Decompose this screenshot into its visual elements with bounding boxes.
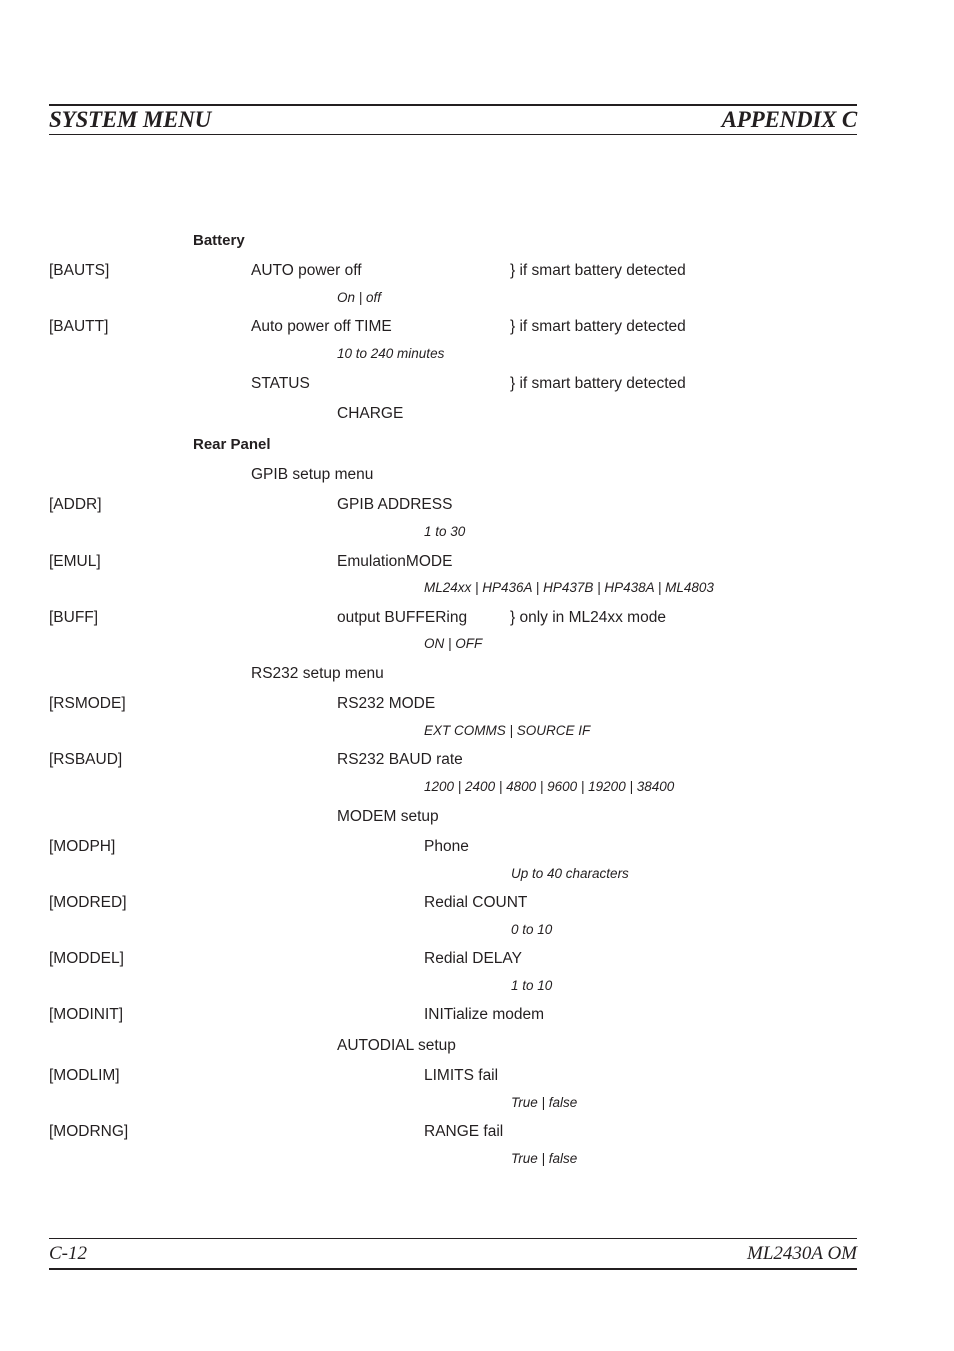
option-values: True | false bbox=[511, 1151, 578, 1166]
command-code: [RSMODE] bbox=[49, 695, 126, 712]
command-code: [MODDEL] bbox=[49, 950, 124, 967]
menu-label: GPIB ADDRESS bbox=[337, 496, 453, 513]
condition-note: } only in ML24xx mode bbox=[510, 609, 666, 626]
option-values: ML24xx | HP436A | HP437B | HP438A | ML4803 bbox=[424, 580, 714, 595]
menu-label: CHARGE bbox=[337, 405, 404, 422]
menu-label: LIMITS fail bbox=[424, 1067, 499, 1084]
command-code: [MODPH] bbox=[49, 838, 116, 855]
command-code: [BAUTS] bbox=[49, 262, 110, 279]
heading-label: Battery bbox=[193, 232, 245, 249]
menu-label: RS232 MODE bbox=[337, 695, 436, 712]
menu-label: EmulationMODE bbox=[337, 553, 453, 570]
option-values: ON | OFF bbox=[424, 636, 483, 651]
command-code: [MODLIM] bbox=[49, 1067, 120, 1084]
page-footer bbox=[49, 1238, 857, 1270]
header-appendix-title: APPENDIX C bbox=[721, 107, 857, 132]
menu-label: MODEM setup bbox=[337, 808, 439, 825]
menu-label: GPIB setup menu bbox=[251, 466, 374, 483]
document-title: ML2430A OM bbox=[747, 1243, 857, 1264]
command-code: [MODINIT] bbox=[49, 1006, 124, 1023]
condition-note: } if smart battery detected bbox=[510, 375, 686, 392]
command-code: [BUFF] bbox=[49, 609, 99, 626]
menu-label: RS232 setup menu bbox=[251, 665, 384, 682]
menu-label: Redial COUNT bbox=[424, 894, 528, 911]
condition-note: } if smart battery detected bbox=[510, 262, 686, 279]
command-code: [MODRNG] bbox=[49, 1123, 129, 1140]
option-values: Up to 40 characters bbox=[511, 866, 629, 881]
command-code: [BAUTT] bbox=[49, 318, 109, 335]
command-code: [ADDR] bbox=[49, 496, 102, 513]
option-values: 1 to 10 bbox=[511, 978, 553, 993]
option-values: On | off bbox=[337, 290, 382, 305]
menu-label: output BUFFERing bbox=[337, 609, 468, 626]
menu-label: Auto power off TIME bbox=[251, 318, 392, 335]
heading-label: Rear Panel bbox=[193, 436, 271, 453]
menu-label: Redial DELAY bbox=[424, 950, 522, 967]
page-header bbox=[49, 104, 857, 136]
command-code: [EMUL] bbox=[49, 553, 101, 570]
command-code: [RSBAUD] bbox=[49, 751, 123, 768]
menu-label: Phone bbox=[424, 838, 469, 855]
menu-label: AUTODIAL setup bbox=[337, 1037, 456, 1054]
menu-label: INITialize modem bbox=[424, 1006, 545, 1023]
footer-rule-bottom bbox=[49, 1268, 857, 1270]
option-values: 10 to 240 minutes bbox=[337, 346, 445, 361]
menu-label: STATUS bbox=[251, 375, 310, 392]
option-values: 1200 | 2400 | 4800 | 9600 | 19200 | 38400 bbox=[424, 779, 675, 794]
menu-label: RS232 BAUD rate bbox=[337, 751, 463, 768]
header-section-title: SYSTEM MENU bbox=[49, 107, 212, 132]
condition-note: } if smart battery detected bbox=[510, 318, 686, 335]
menu-label: AUTO power off bbox=[251, 262, 362, 279]
option-values: 1 to 30 bbox=[424, 524, 466, 539]
menu-label: RANGE fail bbox=[424, 1123, 504, 1140]
header-rule-bottom bbox=[49, 134, 857, 135]
page-number: C-12 bbox=[49, 1243, 87, 1264]
option-values: EXT COMMS | SOURCE IF bbox=[424, 723, 591, 738]
option-values: 0 to 10 bbox=[511, 922, 553, 937]
command-code: [MODRED] bbox=[49, 894, 127, 911]
option-values: True | false bbox=[511, 1095, 578, 1110]
